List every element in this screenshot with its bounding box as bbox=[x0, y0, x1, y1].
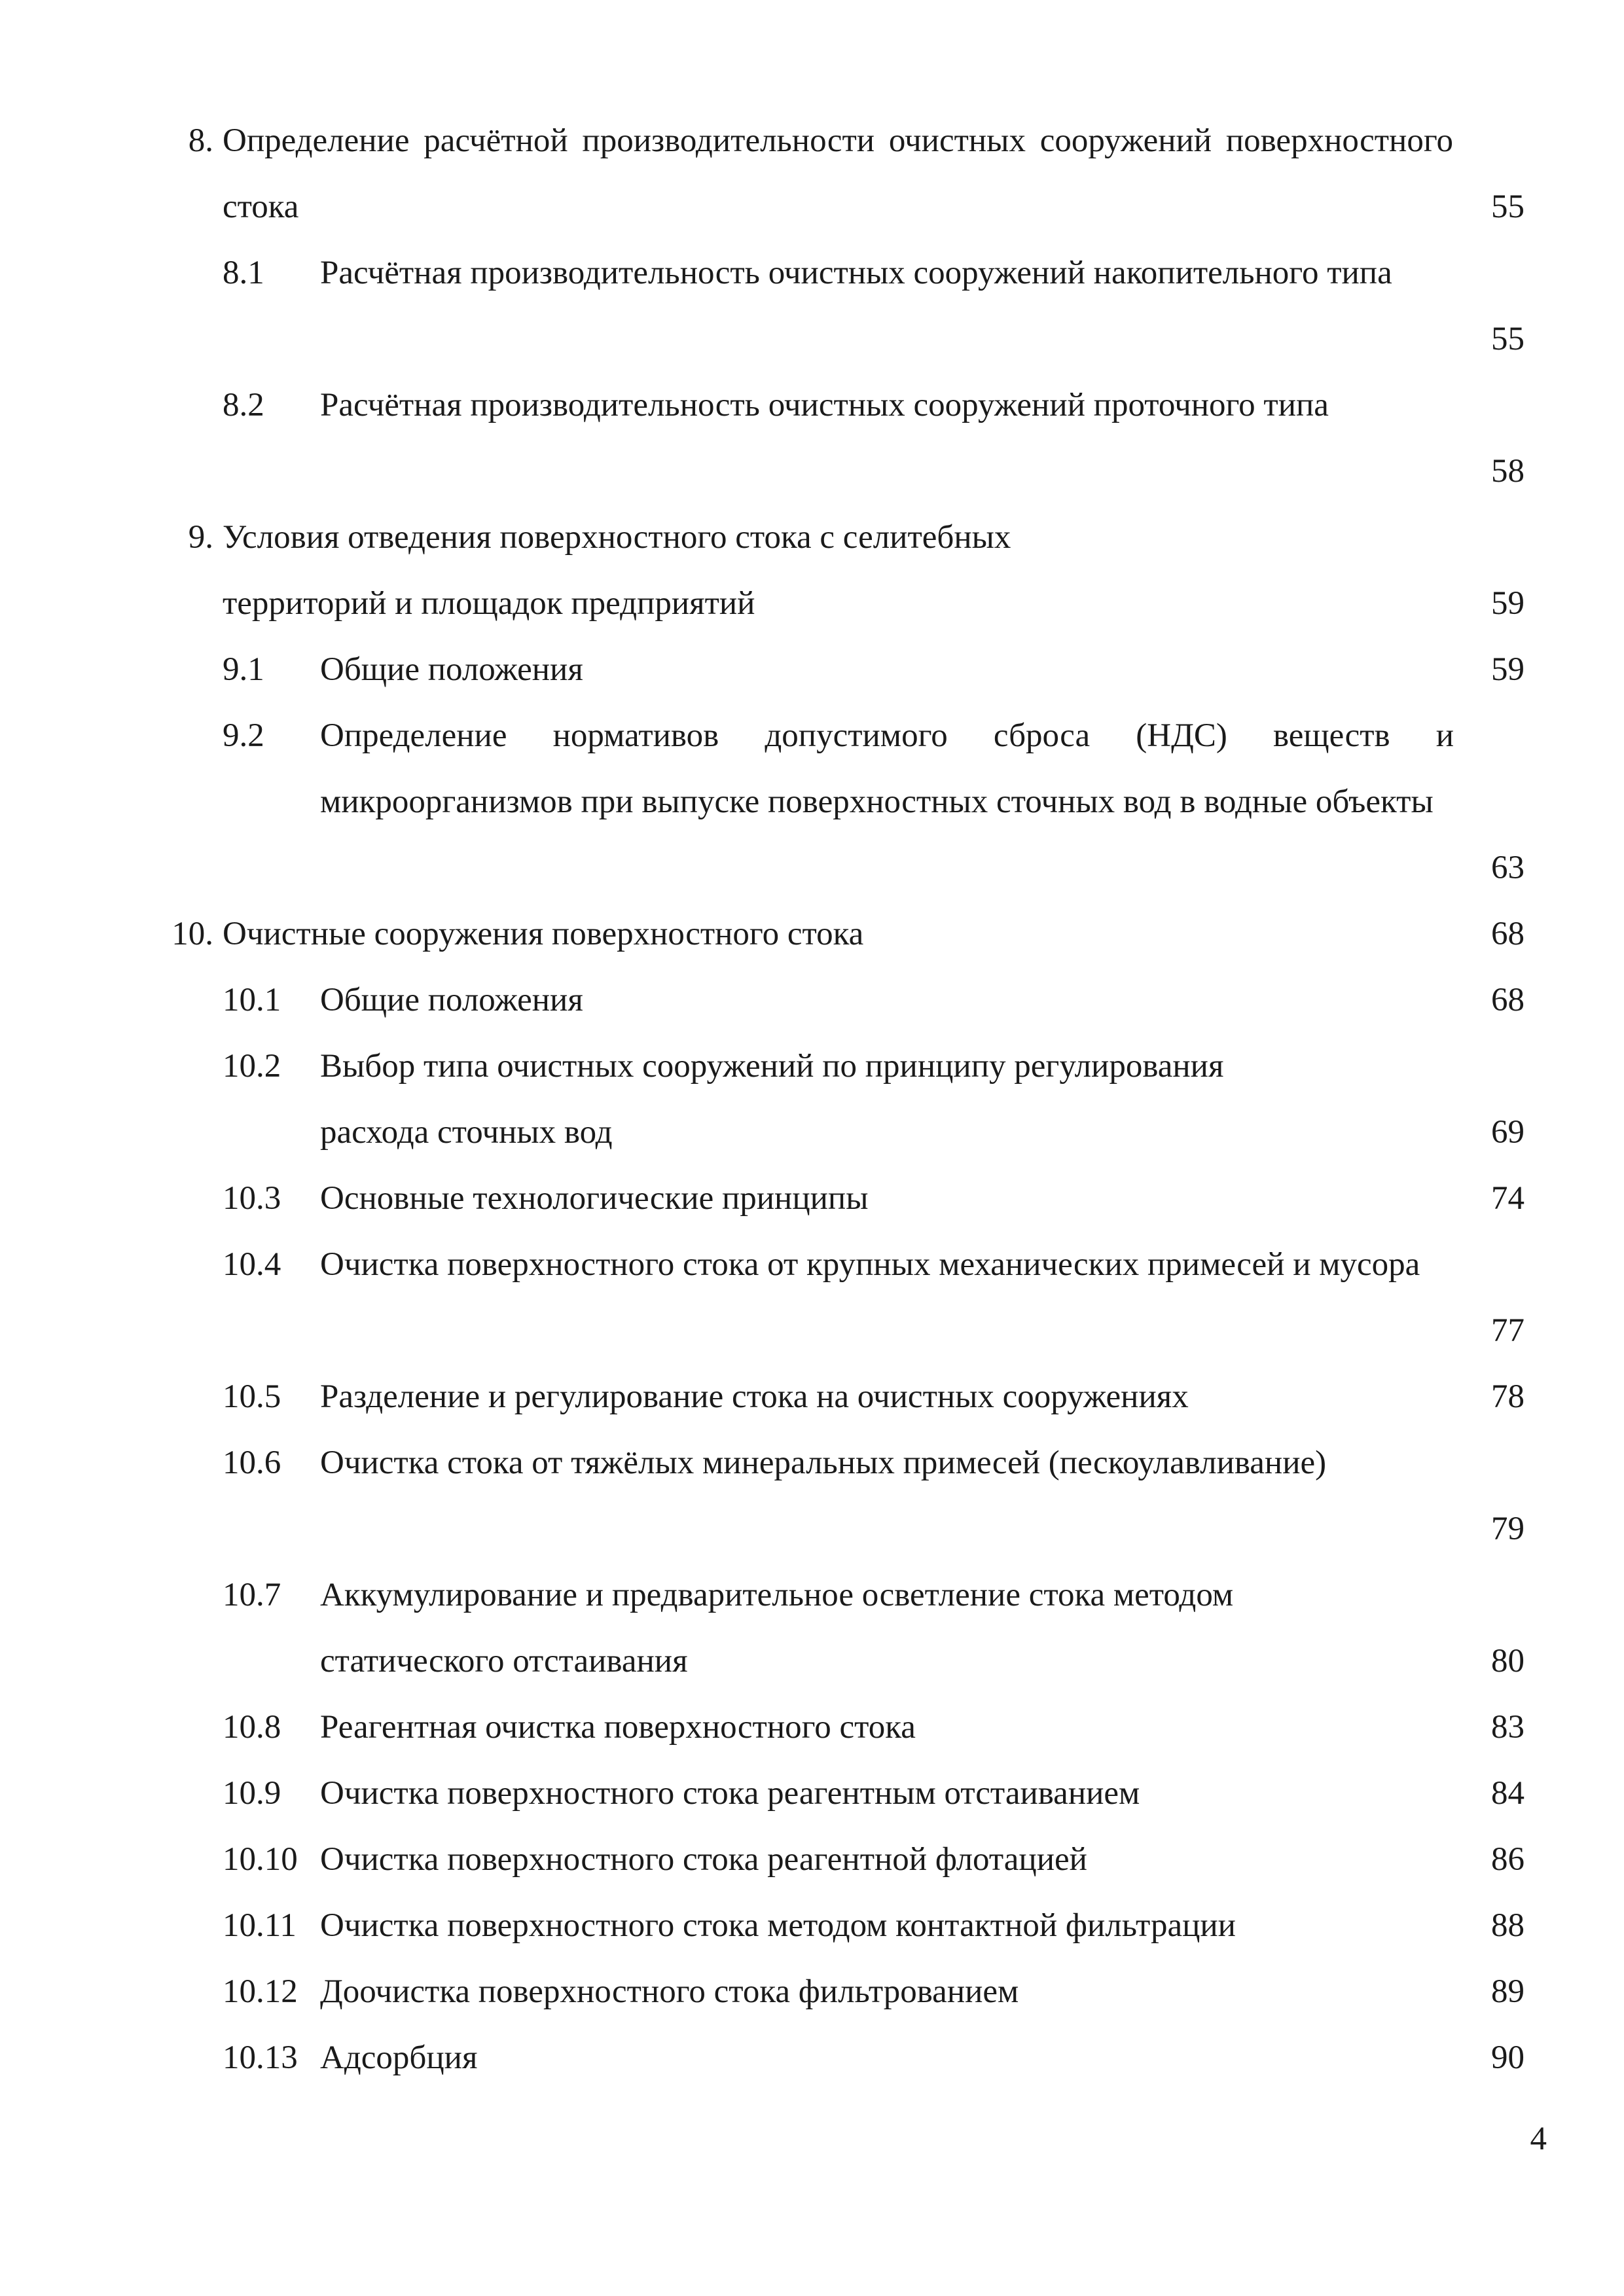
toc-entry-page: 74 bbox=[1491, 1180, 1525, 1217]
toc-entry-number: 10.13 bbox=[223, 2039, 298, 2076]
toc-entry-title: Очистка поверхностного стока методом контактной фильтрации bbox=[320, 1907, 1236, 1944]
toc-entry-title: Очистные сооружения поверхностного стока bbox=[223, 916, 864, 952]
toc-entry-number: 10.12 bbox=[223, 1973, 298, 2010]
toc-entry-number: 10.11 bbox=[223, 1907, 297, 1944]
toc-entry-title: Очистка поверхностного стока реагентной флотацией bbox=[320, 1841, 1087, 1878]
toc-entry-number: 9.1 bbox=[223, 651, 264, 688]
toc-entry-number: 8.2 bbox=[223, 387, 264, 423]
toc-entry-page: 90 bbox=[1491, 2039, 1525, 2076]
toc-entry-page: 79 bbox=[1491, 1511, 1525, 1547]
toc-entry-number: 9.2 bbox=[223, 717, 264, 754]
toc-entry-number: 10. bbox=[171, 916, 213, 952]
toc-entry-title: Определение нормативов допустимого сброса (НДС) веществ и микроорганизмов при выпуске поверхностных сточных вод в водные объекты bbox=[320, 717, 1454, 820]
toc-entry-page: 78 bbox=[1491, 1378, 1525, 1415]
toc-entry-title: Реагентная очистка поверхностного стока bbox=[320, 1709, 916, 1746]
toc-entry-number: 10.4 bbox=[223, 1246, 281, 1283]
toc-entry-title-continued: территорий и площадок предприятий bbox=[223, 585, 755, 622]
toc-entry-page: 86 bbox=[1491, 1841, 1525, 1878]
toc-entry-title: Основные технологические принципы bbox=[320, 1180, 869, 1217]
toc-entry-title-continued: статического отстаивания bbox=[320, 1643, 688, 1679]
toc-entry-title: Выбор типа очистных сооружений по принципу регулирования bbox=[320, 1048, 1224, 1085]
toc-entry-title: Аккумулирование и предварительное осветление стока методом bbox=[320, 1577, 1234, 1613]
toc-entry-page: 88 bbox=[1491, 1907, 1525, 1944]
toc-entry-number: 10.6 bbox=[223, 1444, 281, 1481]
toc-entry-title: Адсорбция bbox=[320, 2039, 478, 2076]
toc-entry-number: 10.5 bbox=[223, 1378, 281, 1415]
toc-entry-page: 77 bbox=[1491, 1312, 1525, 1349]
toc-entry-page: 80 bbox=[1491, 1643, 1525, 1679]
toc-entry-page: 68 bbox=[1491, 982, 1525, 1018]
toc-entry-number: 8. bbox=[188, 122, 213, 159]
toc-entry-page: 59 bbox=[1491, 585, 1525, 622]
toc-entry-title: Разделение и регулирование стока на очистных сооружениях bbox=[320, 1378, 1189, 1415]
toc-entry-page: 83 bbox=[1491, 1709, 1525, 1746]
toc-entry-page: 59 bbox=[1491, 651, 1525, 688]
toc-entry-title: Очистка поверхностного стока реагентным отстаиванием bbox=[320, 1775, 1140, 1812]
toc-entry-page: 84 bbox=[1491, 1775, 1525, 1812]
toc-entry-page: 89 bbox=[1491, 1973, 1525, 2010]
toc-entry-page: 55 bbox=[1491, 321, 1525, 357]
toc-entry-title: Расчётная производительность очистных сооружений накопительного типа bbox=[320, 255, 1392, 291]
toc-entry-title: Очистка поверхностного стока от крупных механических примесей и мусора bbox=[320, 1246, 1420, 1283]
toc-entry-title: Определение расчётной производительности очистных сооружений поверхностного стока bbox=[223, 122, 1453, 225]
toc-entry-number: 9. bbox=[188, 519, 213, 556]
toc-entry-page: 58 bbox=[1491, 453, 1525, 490]
toc-entry-title: Условия отведения поверхностного стока с селитебных bbox=[223, 519, 1011, 556]
toc-entry-page: 69 bbox=[1491, 1114, 1525, 1151]
toc-entry-number: 10.3 bbox=[223, 1180, 281, 1217]
toc-entry-page: 63 bbox=[1491, 850, 1525, 886]
toc-entry-title: Очистка стока от тяжёлых минеральных примесей (пескоулавливание) bbox=[320, 1444, 1327, 1481]
toc-entry-title: Общие положения bbox=[320, 982, 583, 1018]
toc-entry-number: 10.8 bbox=[223, 1709, 281, 1746]
toc-entry-page: 55 bbox=[1491, 188, 1525, 225]
toc-entry-page: 68 bbox=[1491, 916, 1525, 952]
toc-entry-title: Расчётная производительность очистных сооружений проточного типа bbox=[320, 387, 1329, 423]
toc-entry-number: 10.1 bbox=[223, 982, 281, 1018]
toc-entry-number: 8.1 bbox=[223, 255, 264, 291]
toc-entry-number: 10.9 bbox=[223, 1775, 281, 1812]
toc-entry-title-continued: расхода сточных вод bbox=[320, 1114, 613, 1151]
toc-entry-title: Общие положения bbox=[320, 651, 583, 688]
toc-entry-number: 10.10 bbox=[223, 1841, 298, 1878]
page-number: 4 bbox=[1530, 2121, 1547, 2157]
toc-entry-title: Доочистка поверхностного стока фильтрованием bbox=[320, 1973, 1019, 2010]
toc-entry-number: 10.7 bbox=[223, 1577, 281, 1613]
toc-entry-number: 10.2 bbox=[223, 1048, 281, 1085]
